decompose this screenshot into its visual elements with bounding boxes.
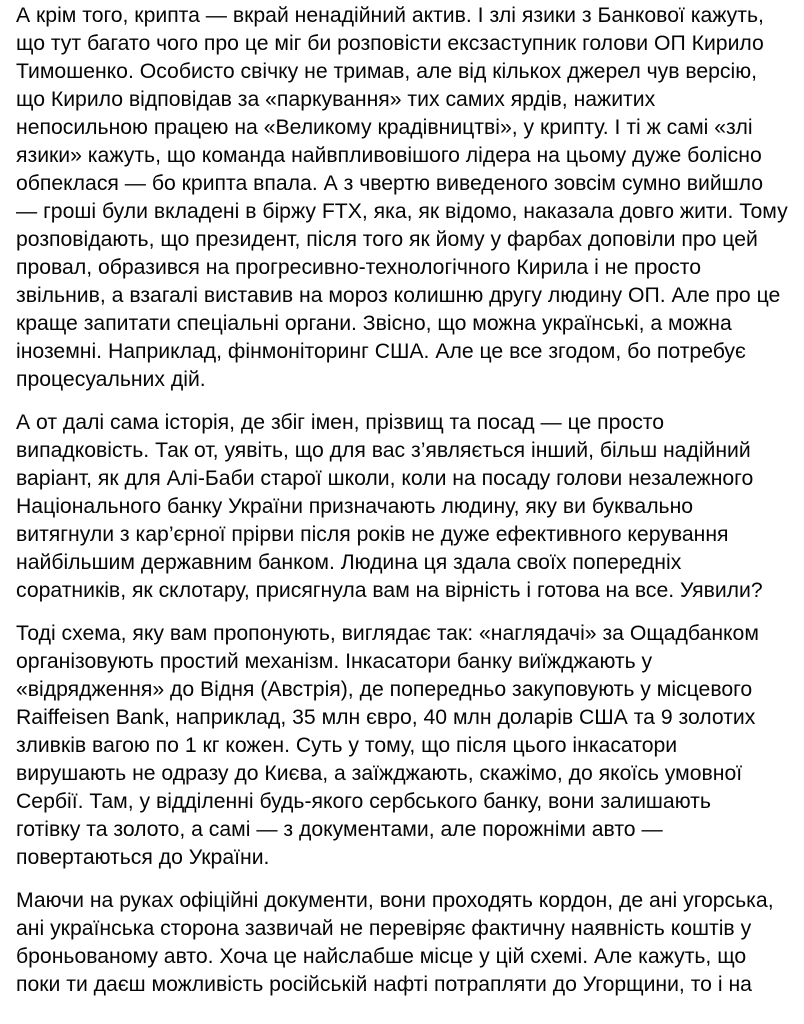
paragraph-2	[16, 409, 790, 605]
paragraph-1	[16, 2, 790, 394]
text-line: готівку та золото, а самі — з документами, але порожніми авто —	[16, 818, 663, 841]
text-line: Raiffeisen Bank, наприклад, 35 млн євро, 40 млн доларів США та 9 золотих	[16, 706, 756, 729]
text-line: «відрядження» до Відня (Австрія), де попередньо закуповують у місцевого	[16, 678, 753, 701]
text-line: А крім того, крипта — вкрай ненадійний актив. І злі язики з Банкової кажуть,	[16, 4, 764, 27]
text-line: непосильною працею на «Великому крадівництві», у крипту. І ті ж самі «злі	[16, 116, 753, 139]
text-line: зливків вагою по 1 кг кожен. Суть у тому, що після цього інкасатори	[16, 734, 678, 757]
text-line: вирушають не одразу до Києва, а заїжджають, скажімо, до якоїсь умовної	[16, 762, 743, 785]
text-line: розповідають, що президент, після того як йому у фарбах доповіли про цей	[16, 228, 758, 251]
text-line: звільнив, а взагалі виставив на мороз колишню другу людину ОП. Але про це	[16, 284, 781, 307]
text-line: поки ти даєш можливість російській нафті потрапляти до Угорщини, то і на	[16, 973, 752, 996]
text-line: Сербії. Там, у відділенні будь-якого сербського банку, вони залишають	[16, 790, 711, 813]
text-line: Маючи на руках офіційні документи, вони проходять кордон, де ані угорська,	[16, 889, 774, 912]
text-line: Тимошенко. Особисто свічку не тримав, але від кількох джерел чув версію,	[16, 60, 758, 83]
text-line: ані українська сторона зазвичай не перевіряє фактичну наявність коштів у	[16, 917, 752, 940]
text-line: іноземні. Наприклад, фінмоніторинг США. Але це все згодом, бо потребує	[16, 340, 746, 363]
text-line: найбільшим державним банком. Людина ця здала своїх попередніх	[16, 551, 682, 574]
text-line: — гроші були вкладені в біржу FTX, яка, як відомо, наказала довго жити. Тому	[16, 200, 788, 223]
paragraph-3	[16, 620, 790, 872]
text-line: повертаються до України.	[16, 846, 270, 869]
text-line: процесуальних дій.	[16, 368, 206, 391]
text-line: Тоді схема, яку вам пропонують, виглядає так: «наглядачі» за Ощадбанком	[16, 622, 759, 645]
text-line: соратників, як склотару, присягнула вам на вірність і готова на все. Уявили?	[16, 579, 763, 602]
text-line: варіант, як для Алі-Баби старої школи, коли на посаду голови незалежного	[16, 467, 754, 490]
text-line: що Кирило відповідав за «паркування» тих самих ярдів, нажитих	[16, 88, 656, 111]
text-line: витягнули з кар’єрної прірви після років не дуже ефективного керування	[16, 523, 729, 546]
text-line: А от далі сама історія, де збіг імен, прізвищ та посад — це просто	[16, 411, 665, 434]
text-line: Національного банку України призначають людину, яку ви буквально	[16, 495, 694, 518]
text-line: броньованому авто. Хоча це найслабше місце у цій схемі. Але кажуть, що	[16, 945, 747, 968]
text-line: провал, образився на прогресивно-технологічного Кирила і не просто	[16, 256, 702, 279]
text-line: випадковість. Так от, уявіть, що для вас з’являється інший, більш надійний	[16, 439, 751, 462]
text-line: що тут багато чого про це міг би розповісти ексзаступник голови ОП Кирило	[16, 32, 764, 55]
text-line: обпеклася — бо крипта впала. А з чвертю виведеного зовсім сумно вийшло	[16, 172, 764, 195]
paragraph-4	[16, 887, 790, 999]
text-line: краще запитати спеціальні органи. Звісно, що можна українські, а можна	[16, 312, 732, 335]
text-line: організовують простий механізм. Інкасатори банку виїжджають у	[16, 650, 653, 673]
text-line: язики» кажуть, що команда найвпливовішого лідера на цьому дуже болісно	[16, 144, 762, 167]
